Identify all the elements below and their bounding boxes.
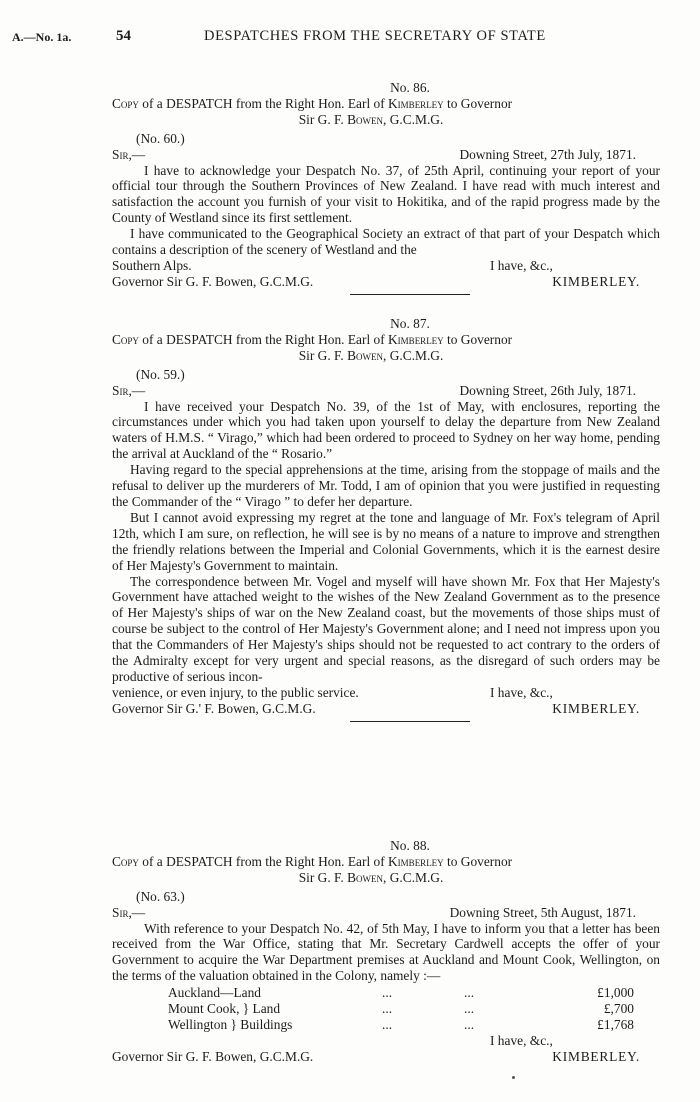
- despatch-date: Downing Street, 26th July, 1871.: [459, 382, 636, 398]
- valuation-amount: £1,000: [597, 985, 634, 1001]
- addressee: Governor Sir G.' F. Bowen, G.C.M.G.: [112, 700, 316, 716]
- despatch-86: [112, 80, 660, 297]
- running-title: DESPATCHES FROM THE SECRETARY OF STATE: [204, 28, 546, 44]
- signature-line: [112, 274, 660, 290]
- signature: KIMBERLEY.: [552, 273, 640, 289]
- salutation-line: [112, 383, 660, 399]
- salutation-line: [112, 905, 660, 921]
- despatch-heading: Copy of a DESPATCH from the Right Hon. Earl of Kimberley to Governor: [112, 331, 513, 347]
- section-divider: [350, 294, 470, 295]
- salutation: Sir,—: [112, 382, 146, 398]
- page-number: 54: [116, 28, 131, 44]
- print-speck: [512, 1076, 515, 1079]
- leader-dots: ...: [464, 985, 475, 1001]
- valuation-amount: £1,768: [597, 1016, 634, 1032]
- signature: KIMBERLEY.: [552, 1048, 640, 1064]
- despatch-heading-recipient: Sir G. F. Bowen, G.C.M.G.: [298, 347, 444, 363]
- signature-line: [112, 701, 660, 717]
- paragraph: I have communicated to the Geographical Society an extract of that part of your Despatch which contains a description of the scenery of Westland and the: [112, 226, 660, 258]
- despatch-number: No. 87.: [390, 316, 430, 331]
- closing-formula: I have, &c.,: [490, 257, 553, 273]
- paragraph: Having regard to the special apprehensions at the time, arising from the stoppage of mails and the refusal to deliver up the murderers of Mr. Todd, I am of opinion that you were justified in requesting the Commander of the “ Virago ” to defer her departure.: [112, 462, 660, 509]
- closing-line: [112, 1033, 660, 1049]
- paragraph: But I cannot avoid expressing my regret at the tone and language of Mr. Fox's telegram of April 12th, which I am sure, on reflection, he will see is by no means of a nature to improve and strengthen the friendly relations between the Imperial and Colonial Governments, which it is the earnest desire of Her Majesty's Government to maintain.: [112, 509, 660, 573]
- salutation: Sir,—: [112, 904, 146, 920]
- closing-formula: I have, &c.,: [490, 1032, 553, 1048]
- section-divider: [350, 721, 470, 722]
- despatch-number: No. 86.: [390, 80, 430, 95]
- leader-dots: ...: [464, 1016, 475, 1032]
- despatch-87: [112, 316, 660, 724]
- signature: KIMBERLEY.: [552, 700, 640, 716]
- valuation-item: Auckland—Land: [168, 985, 261, 1001]
- valuation-table: [168, 985, 688, 1033]
- paragraph: I have to acknowledge your Despatch No. 37, of 25th April, continuing your report of your official tour through the Southern Provinces of New Zealand. I have read with much interest and satisfaction the account you furnish of your visit to Hokitika, and of the rapid progress made by the County of Westland since its first settlement.: [112, 162, 660, 226]
- valuation-row: [168, 985, 688, 1001]
- despatch-date: Downing Street, 5th August, 1871.: [449, 904, 636, 920]
- despatch-heading: Copy of a DESPATCH from the Right Hon. Earl of Kimberley to Governor: [112, 853, 513, 869]
- valuation-amount: £,700: [603, 1001, 634, 1017]
- closing-line: [112, 258, 660, 274]
- salutation-line: [112, 147, 660, 163]
- page-header: [12, 28, 688, 48]
- despatch-number: No. 88.: [390, 838, 430, 853]
- valuation-item: Wellington } Buildings: [168, 1016, 293, 1032]
- leader-dots: ...: [382, 1016, 393, 1032]
- valuation-row: [168, 1001, 688, 1017]
- leader-dots: ...: [464, 1001, 475, 1017]
- despatch-reference: (No. 63.): [136, 888, 185, 904]
- paragraph: The correspondence between Mr. Vogel and myself will have shown Mr. Fox that Her Majesty's Government have attached weight to the wishes of the New Zealand Government as to the presence of Her Majesty's ships of war on the New Zealand coast, but the movements of those ships must of course be subject to the control of Her Majesty's Government alone; and I need not impress upon you that the Commanders of Her Majesty's ships should not be requested to act contrary to the orders of the Admiralty except for very urgent and special reasons, as the disregard of such orders may be productive of serious incon-: [112, 573, 660, 684]
- despatch-88: [112, 838, 660, 1065]
- valuation-item: Mount Cook, } Land: [168, 1001, 281, 1017]
- closing-line: [112, 685, 660, 701]
- paper-reference: A.—No. 1a.: [12, 30, 72, 44]
- despatch-heading-recipient: Sir G. F. Bowen, G.C.M.G.: [298, 869, 444, 885]
- valuation-row: [168, 1017, 688, 1033]
- despatch-heading-recipient: Sir G. F. Bowen, G.C.M.G.: [298, 111, 444, 127]
- closing-text: Southern Alps.: [112, 257, 192, 273]
- leader-dots: ...: [382, 985, 393, 1001]
- addressee: Governor Sir G. F. Bowen, G.C.M.G.: [112, 1048, 314, 1064]
- paragraph: I have received your Despatch No. 39, of the 1st of May, with enclosures, reporting the circumstances under which you had taken upon yourself to delay the departure from New Zealand waters of H.M.S. “ Virago,” which had been ordered to proceed to Sydney on her way home, pending the arrival at Auckland of the “ Rosario.”: [112, 398, 660, 462]
- closing-text: venience, or even injury, to the public service.: [112, 684, 359, 700]
- despatch-heading: Copy of a DESPATCH from the Right Hon. Earl of Kimberley to Governor: [112, 95, 513, 111]
- closing-formula: I have, &c.,: [490, 684, 553, 700]
- salutation: Sir,—: [112, 146, 146, 162]
- paragraph: With reference to your Despatch No. 42, of 5th May, I have to inform you that a letter has been received from the War Office, stating that Mr. Secretary Cardwell accepts the offer of your Government to acquire the War Department premises at Auckland and Mount Cook, Wellington, on the terms of the valuation obtained in the Colony, namely :—: [112, 920, 660, 984]
- leader-dots: ...: [382, 1001, 393, 1017]
- signature-line: [112, 1049, 660, 1065]
- addressee: Governor Sir G. F. Bowen, G.C.M.G.: [112, 273, 314, 289]
- despatch-reference: (No. 59.): [136, 366, 185, 382]
- despatch-date: Downing Street, 27th July, 1871.: [459, 146, 636, 162]
- despatch-reference: (No. 60.): [136, 130, 185, 146]
